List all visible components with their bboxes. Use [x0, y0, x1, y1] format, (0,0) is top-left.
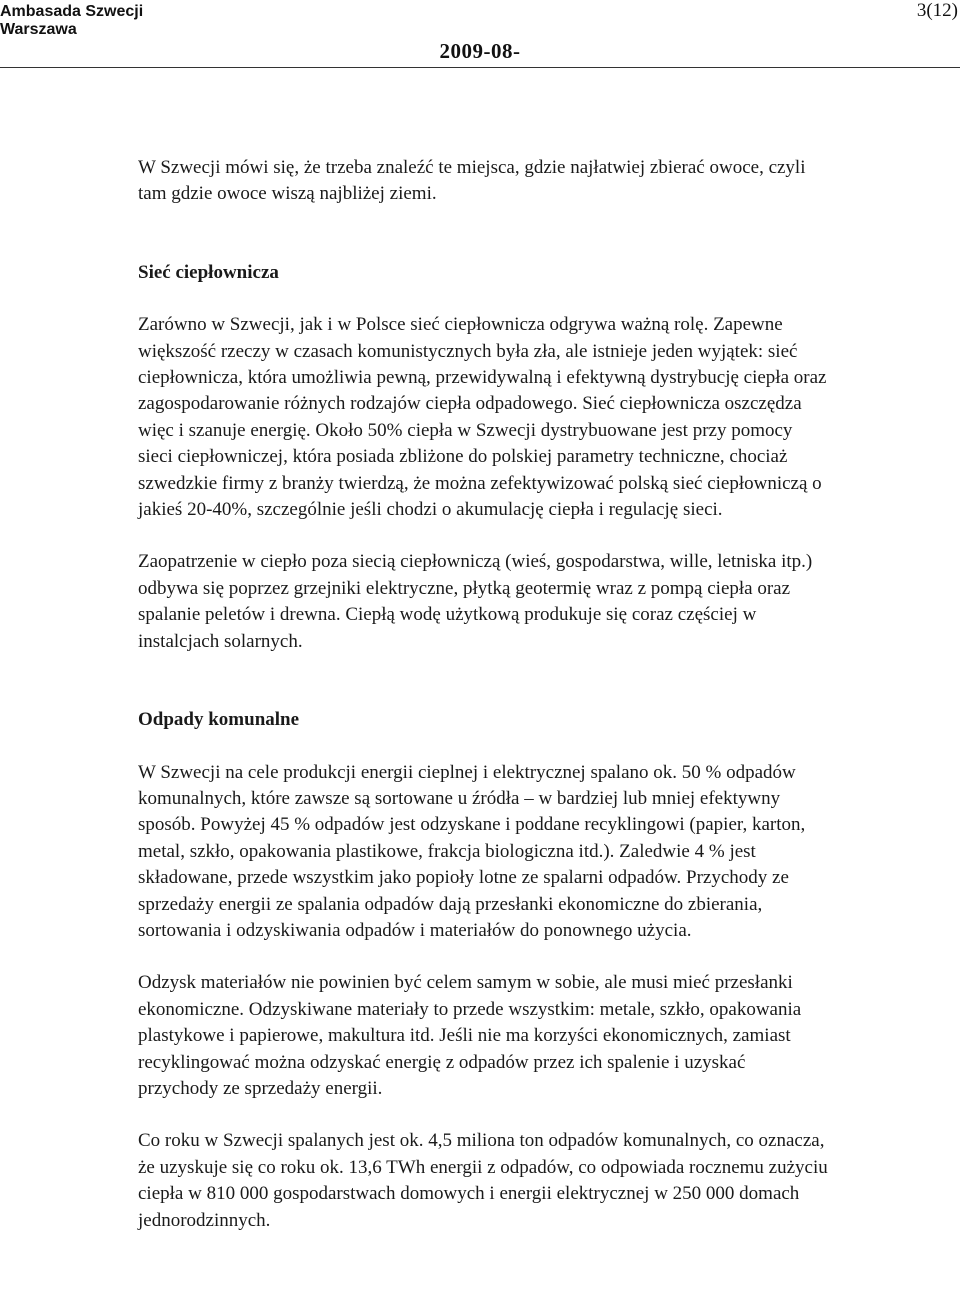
spacer [138, 523, 828, 549]
page-header [0, 0, 960, 70]
organization-city: Warszawa [0, 21, 77, 38]
spacer [138, 655, 828, 707]
spacer [138, 734, 828, 760]
document-body [138, 155, 828, 1234]
paragraph-material-recovery: Odzysk materiałów nie powinien być celem samym w sobie, ale musi mieć przesłanki ekonomiczne. Odzyskiwane materiały to przede wszystkim: metale, szkło, opakowania plastykowe i papierowe, makultura itd. Jeśli nie ma korzyści ekonomicznych, zamiast recyklingować można odzyskać energię z odpadów przez ich spalenie i uzyskać przychody ze sprzedaży energii. [138, 972, 802, 1099]
organization-name: Ambasada Szwecji [0, 3, 144, 20]
paragraph-waste-incineration: W Szwecji na cele produkcji energii cieplnej i elektrycznej spalano ok. 50 % odpadów komunalnych, które zawsze są sortowane u źródła – w bardziej lub mniej efektywny sposób. Powyżej 45 % odpadów jest odzyskane i poddane recyklingowi (papier, karton, metal, szkło, opakowania plastikowe, frakcja biologiczna itd.). Zaledwie 4 % jest składowane, przede wszystkim jako popioły lotne ze spalarni odpadów. Przychody ze sprzedaży energii ze spalania odpadów dają przesłanki ekonomiczne do zbierania, sortowania i odzyskiwania odpadów i materiałów do ponownego użycia. [138, 761, 806, 941]
header-divider [0, 67, 960, 68]
paragraph-intro: W Szwecji mówi się, że trzeba znaleźć te miejsca, gdzie najłatwiej zbierać owoce, czyli tam gdzie owoce wiszą najbliżej ziemi. [138, 157, 806, 205]
section-heading-municipal-waste: Odpady komunalne [138, 709, 300, 731]
paragraph-heat-supply: Zaopatrzenie w ciepło poza siecią ciepłowniczą (wieś, gospodarstwa, wille, letniska itp.) odbywa się poprzez grzejniki elektryczne, płytką geotermię wraz z pompą ciepła oraz spalanie peletów i drewna. Ciepłą wodę użytkową produkuje się coraz częściej w instalcjach solarnych. [138, 551, 813, 652]
section-heading-district-heating: Sieć ciepłownicza [138, 261, 279, 283]
spacer [138, 208, 828, 260]
paragraph-district-heating: Zarówno w Szwecji, jak i w Polsce sieć ciepłownicza odgrywa ważną rolę. Zapewne większość rzeczy w czasach komunistycznych była zła, ale istnieje jeden wyjątek: sieć ciepłownicza, która umożliwia pewną, przewidywalną i efektywną dystrybucję ciepła oraz zagospodarowanie różnych rodzajów ciepła odpadowego. Sieć ciepłownicza oszczędza więc i szanuje energię. Około 50% ciepła w Szwecji dystrybuowane jest przy pomocy sieci ciepłowniczej, która posiada zbliżone do polskiej parametry techniczne, chociaż szwedzkie firmy z branży twierdzą, że można zefektywizować polską sieć ciepłowniczą o jakieś 20-40%, szczególnie jeśli chodzi o akumulację ciepła i regulację sieci. [138, 314, 827, 521]
document-date: 2009-08- [439, 39, 521, 63]
spacer [138, 1102, 828, 1128]
spacer [138, 944, 828, 970]
paragraph-annual-statistics: Co roku w Szwecji spalanych jest ok. 4,5 miliona ton odpadów komunalnych, co oznacza, że uzyskuje się co roku ok. 13,6 TWh energii z odpadów, co odpowiada rocznemu zużyciu ciepła w 810 000 gospodarstwach domowych i energii elektrycznej w 250 000 domach jednorodzinnych. [138, 1130, 828, 1231]
spacer [138, 286, 828, 312]
page-number: 3(12) [916, 0, 958, 21]
